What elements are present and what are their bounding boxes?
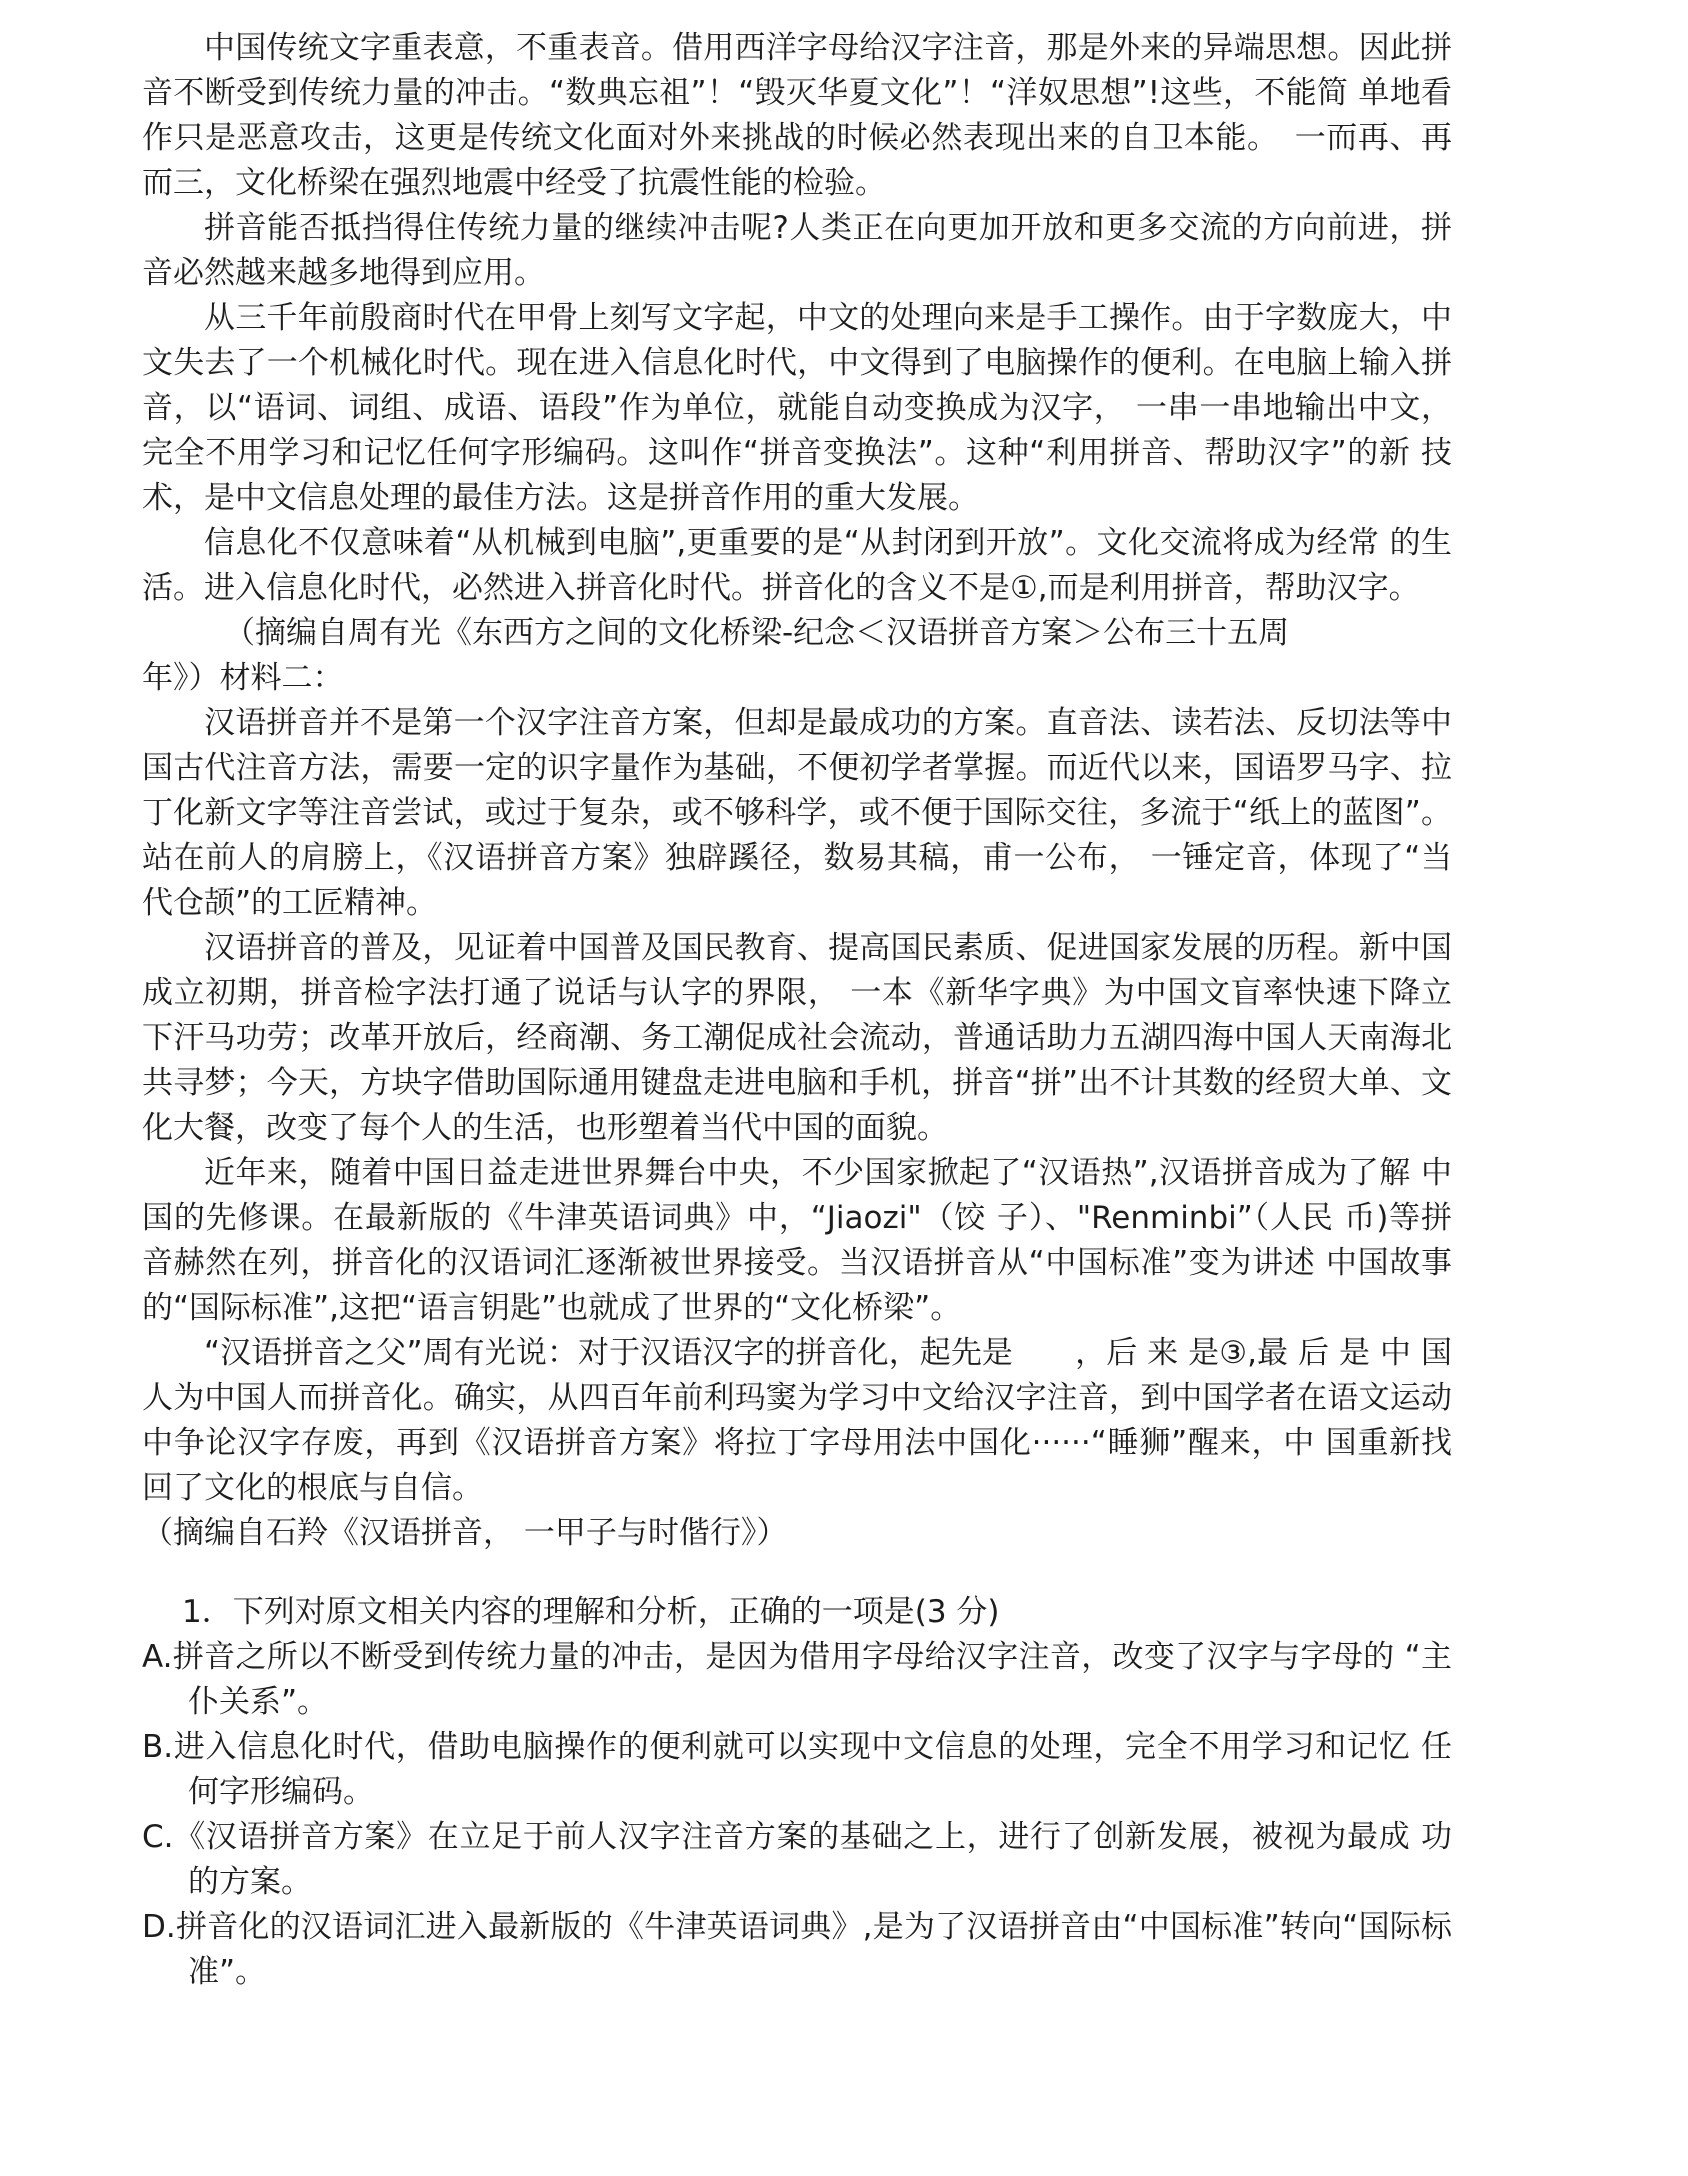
option-a-text: 拼音之所以不断受到传统力量的冲击，是因为借用字母给汉字注音，改变了汉字与字母的 “主仆关系”。 [172, 1639, 1452, 1720]
material2-paragraph-3: 近年来，随着中国日益走进世界舞台中央，不少国家掀起了“汉语热”,汉语拼音成为了解 中国的先修课。在最新版的《牛津英语词典》中，“Jiaozi"（饺 子）、"Renminbi”（人民 币)等拼音赫然在列，拼音化的汉语词汇逐渐被世界接受。当汉语拼音从“中国标准”变为讲述 中国故事的“国际标准”,这把“语言钥匙”也就成了世界的“文化桥梁”。 [142, 1155, 1452, 1326]
option-b-label: B. [142, 1729, 174, 1765]
question-1 [142, 1590, 1452, 1995]
question-1-stem: 1．下列对原文相关内容的理解和分析，正确的一项是(3 分) [182, 1594, 1000, 1630]
material2-attribution: （摘编自石羚《汉语拼音， 一甲子与时偕行》） [142, 1515, 788, 1551]
option-b-text: 进入信息化时代，借助电脑操作的便利就可以实现中文信息的处理，完全不用学习和记忆 任何字形编码。 [173, 1729, 1452, 1810]
material1-paragraph-1: 中国传统文字重表意，不重表音。借用西洋字母给汉字注音，那是外来的异端思想。因此拼音不断受到传统力量的冲击。“数典忘祖”！“毁灭华夏文化”！“洋奴思想”!这些，不能简 单地看作只是恶意攻击，这更是传统文化面对外来挑战的时候必然表现出来的自卫本能。 一而再、再而三，文化桥梁在强烈地震中经受了抗震性能的检验。 [142, 30, 1452, 201]
option-a-label: A. [142, 1639, 173, 1675]
option-c-label: C. [142, 1819, 174, 1855]
question-1-option-a [142, 1635, 1452, 1725]
material2-paragraph-4: “汉语拼音之父”周有光说：对于汉语汉字的拼音化，起先是 ，后 来 是③,最 后 是 中 国 人为中国人而拼音化。确实，从四百年前利玛窦为学习中文给汉字注音，到中国学者在语文运动中争论汉字存废，再到《汉语拼音方案》将拉丁字母用法中国化······“睡狮”醒来，中 国重新找回了文化的根底与自信。 [142, 1335, 1452, 1506]
material1-paragraph-2: 拼音能否抵挡得住传统力量的继续冲击呢?人类正在向更加开放和更多交流的方向前进，拼音必然越来越多地得到应用。 [142, 210, 1452, 291]
material1-paragraph-3: 从三千年前殷商时代在甲骨上刻写文字起，中文的处理向来是手工操作。由于字数庞大，中文失去了一个机械化时代。现在进入信息化时代，中文得到了电脑操作的便利。在电脑上输入拼音，以“语词、词组、成语、语段”作为单位，就能自动变换成为汉字， 一串一串地输出中文，完全不用学习和记忆任何字形编码。这叫作“拼音变换法”。这种“利用拼音、帮助汉字”的新 技术，是中文信息处理的最佳方法。这是拼音作用的重大发展。 [142, 300, 1452, 516]
material1-attribution-line: （摘编自周有光《东西方之间的文化桥梁-纪念＜汉语拼音方案＞公布三十五周 [224, 615, 1290, 651]
question-1-option-b [142, 1725, 1452, 1815]
question-1-option-d [142, 1905, 1452, 1995]
material2-paragraph-2: 汉语拼音的普及，见证着中国普及国民教育、提高国民素质、促进国家发展的历程。新中国成立初期，拼音检字法打通了说话与认字的界限， 一本《新华字典》为中国文盲率快速下降立下汗马功劳；改革开放后，经商潮、务工潮促成社会流动，普通话助力五湖四海中国人天南海北共寻梦；今天，方块字借助国际通用键盘走进电脑和手机，拼音“拼”出不计其数的经贸大单、文化大餐，改变了每个人的生活，也形塑着当代中国的面貌。 [142, 930, 1452, 1146]
material1-attribution-tail-and-material2-heading: 年》）材料二： [142, 660, 344, 696]
option-d-text: 拼音化的汉语词汇进入最新版的《牛津英语词典》,是为了汉语拼音由“中国标准”转向“国际标准”。 [175, 1909, 1452, 1990]
material2-paragraph-1: 汉语拼音并不是第一个汉字注音方案，但却是最成功的方案。直音法、读若法、反切法等中国古代注音方法，需要一定的识字量作为基础，不便初学者掌握。而近代以来，国语罗马字、拉丁化新文字等注音尝试，或过于复杂，或不够科学，或不便于国际交往，多流于“纸上的蓝图”。站在前人的肩膀上，《汉语拼音方案》独辟蹊径，数易其稿，甫一公布， 一锤定音，体现了“当代仓颉”的工匠精神。 [142, 705, 1452, 921]
option-c-text: 《汉语拼音方案》在立足于前人汉字注音方案的基础之上，进行了创新发展，被视为最成 功的方案。 [173, 1819, 1452, 1900]
question-1-option-c [142, 1815, 1452, 1905]
material1-paragraph-4: 信息化不仅意味着“从机械到电脑”,更重要的是“从封闭到开放”。文化交流将成为经常 的生活。进入信息化时代，必然进入拼音化时代。拼音化的含义不是①,而是利用拼音，帮助汉字。 [142, 525, 1452, 606]
option-d-label: D. [142, 1909, 176, 1945]
